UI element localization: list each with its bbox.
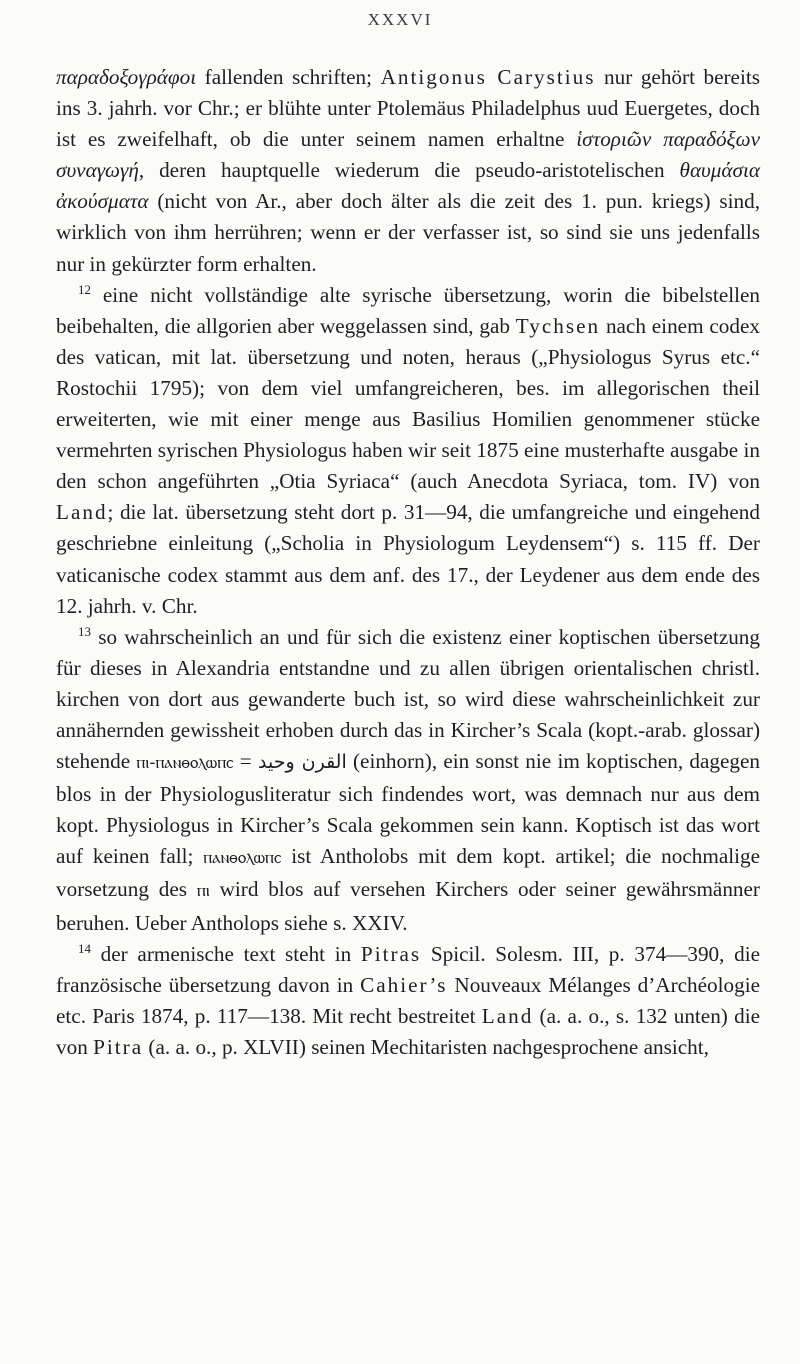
text-run: ⲡⲓ [196,881,210,902]
text-run: ist Antholobs mit dem kopt. artikel; die nochmalige vorsetzung des [56,844,761,902]
text-run: Antigonus Carystius [380,65,596,89]
text-run: Tychsen [515,313,601,338]
text-run: θαυμάσια ἀκούσματα [56,158,760,214]
text-run: eine nicht vollständige alte syrische übersetzung, worin die bibelstellen beibehalten, die allgorien aber weggelassen sind, gab [56,282,760,338]
footnote-12 [56,280,760,622]
page-number: XXXVI [367,10,433,29]
footnote-marker: 12 [78,281,91,297]
text-run: ; die lat. übersetzung steht dort p. 31—94, die umfangreiche und eingehend geschriebne einleitung („Scholia in Physiologum Leydensem“) s. 115 ff. Der vaticanische codex stammt aus dem anf. des 17., der Leydener aus dem ende des 12. jahrh. v. Chr. [56,500,760,618]
text-run: ⲡⲓ-ⲡⲁⲛⲑⲟⲗⲱⲡⲥ [136,753,234,774]
text-run: (a. a. o., p. XLVII) seinen Mechitaristen nachgesprochene ansicht, [143,1034,709,1059]
body-text [56,62,760,1063]
text-run: fallenden schriften; [196,65,381,89]
text-run: , deren hauptquelle wiederum die pseudo-aristotelischen [138,158,680,183]
footnote-marker: 13 [78,623,91,639]
text-run: so wahrscheinlich an und für sich die existenz einer koptischen übersetzung für dieses in Alexandria entstandne und zu allen übrigen orientalischen christl. kirchen von dort aus gewanderte buch ist, so wird diese wahrscheinlichkeit zur annähernden gewissheit erhoben durch das in Kircher’s Scala (kopt.-arab. glossar) stehende [56,624,760,774]
text-run: Cahier’s [360,972,448,997]
text-run: Pitra [93,1034,144,1059]
text-run: Spicil. Solesm. III, p. 374—390, die französische übersetzung davon in [56,941,760,997]
text-run: παραδοξογράφοι [56,65,197,89]
paragraph-continuation [56,62,760,280]
text-run: = [233,749,259,774]
text-run: Nouveaux Mélanges d’Archéologie etc. Paris 1874, p. 117—138. Mit recht bestreitet [56,972,760,1028]
text-run: (a. a. o., s. 132 unten) die von [56,1003,760,1059]
footnote-14 [56,939,760,1063]
text-run: nach einem codex des vatican, mit lat. übersetzung und noten, heraus („Physiologus Syrus etc.“ Rostochii 1795); von dem viel umfangreicheren, bes. im allegorischen theil erweiterten, wie mit einer menge aus Basilius Homilien genommener stücke vermehrten syrischen Physiologus haben wir seit 1875 eine musterhafte ausgabe in den schon angeführten „Otia Syriaca“ (auch Anecdota Syriaca, tom. IV) von [56,313,760,494]
text-run: (einhorn), ein sonst nie im koptischen, dagegen blos in der Physiologusliteratur sich findendes wort, was demnach nur aus dem kopt. Physiologus in Kircher’s Scala gekommen sein kann. Koptisch ist das wort auf keinen fall; [56,749,760,869]
text-run: (nicht von Ar., aber doch älter als die zeit des 1. pun. kriegs) sind, wirklich von ihm herrühren; wenn er der verfasser ist, so sind sie uns jedenfalls nur in gekürzter form erhalten. [56,189,760,276]
text-run: ⲡⲁⲛⲑⲟⲗⲱⲡⲥ [203,848,282,869]
footnote-marker: 14 [78,940,91,956]
text-run: Land [56,500,108,525]
text-run: القرن وحيد [258,751,347,774]
text-run: Land [481,1003,534,1028]
text-run: nur gehört bereits ins 3. jahrh. vor Chr.; er blühte unter Ptolemäus Philadelphus uud Euergetes, doch ist es zweifelhaft, ob die unter seinem namen erhaltne [56,65,760,152]
text-run: wird blos auf versehen Kirchers oder seiner gewährsmänner beruhen. Ueber Antholops siehe s. XXIV. [56,877,760,935]
text-run: der armenische text steht in [91,941,361,966]
text-run: Pitras [360,941,422,966]
text-run: ἱστοριῶν παραδόξων συναγωγή [56,127,760,183]
footnote-13 [56,622,760,939]
